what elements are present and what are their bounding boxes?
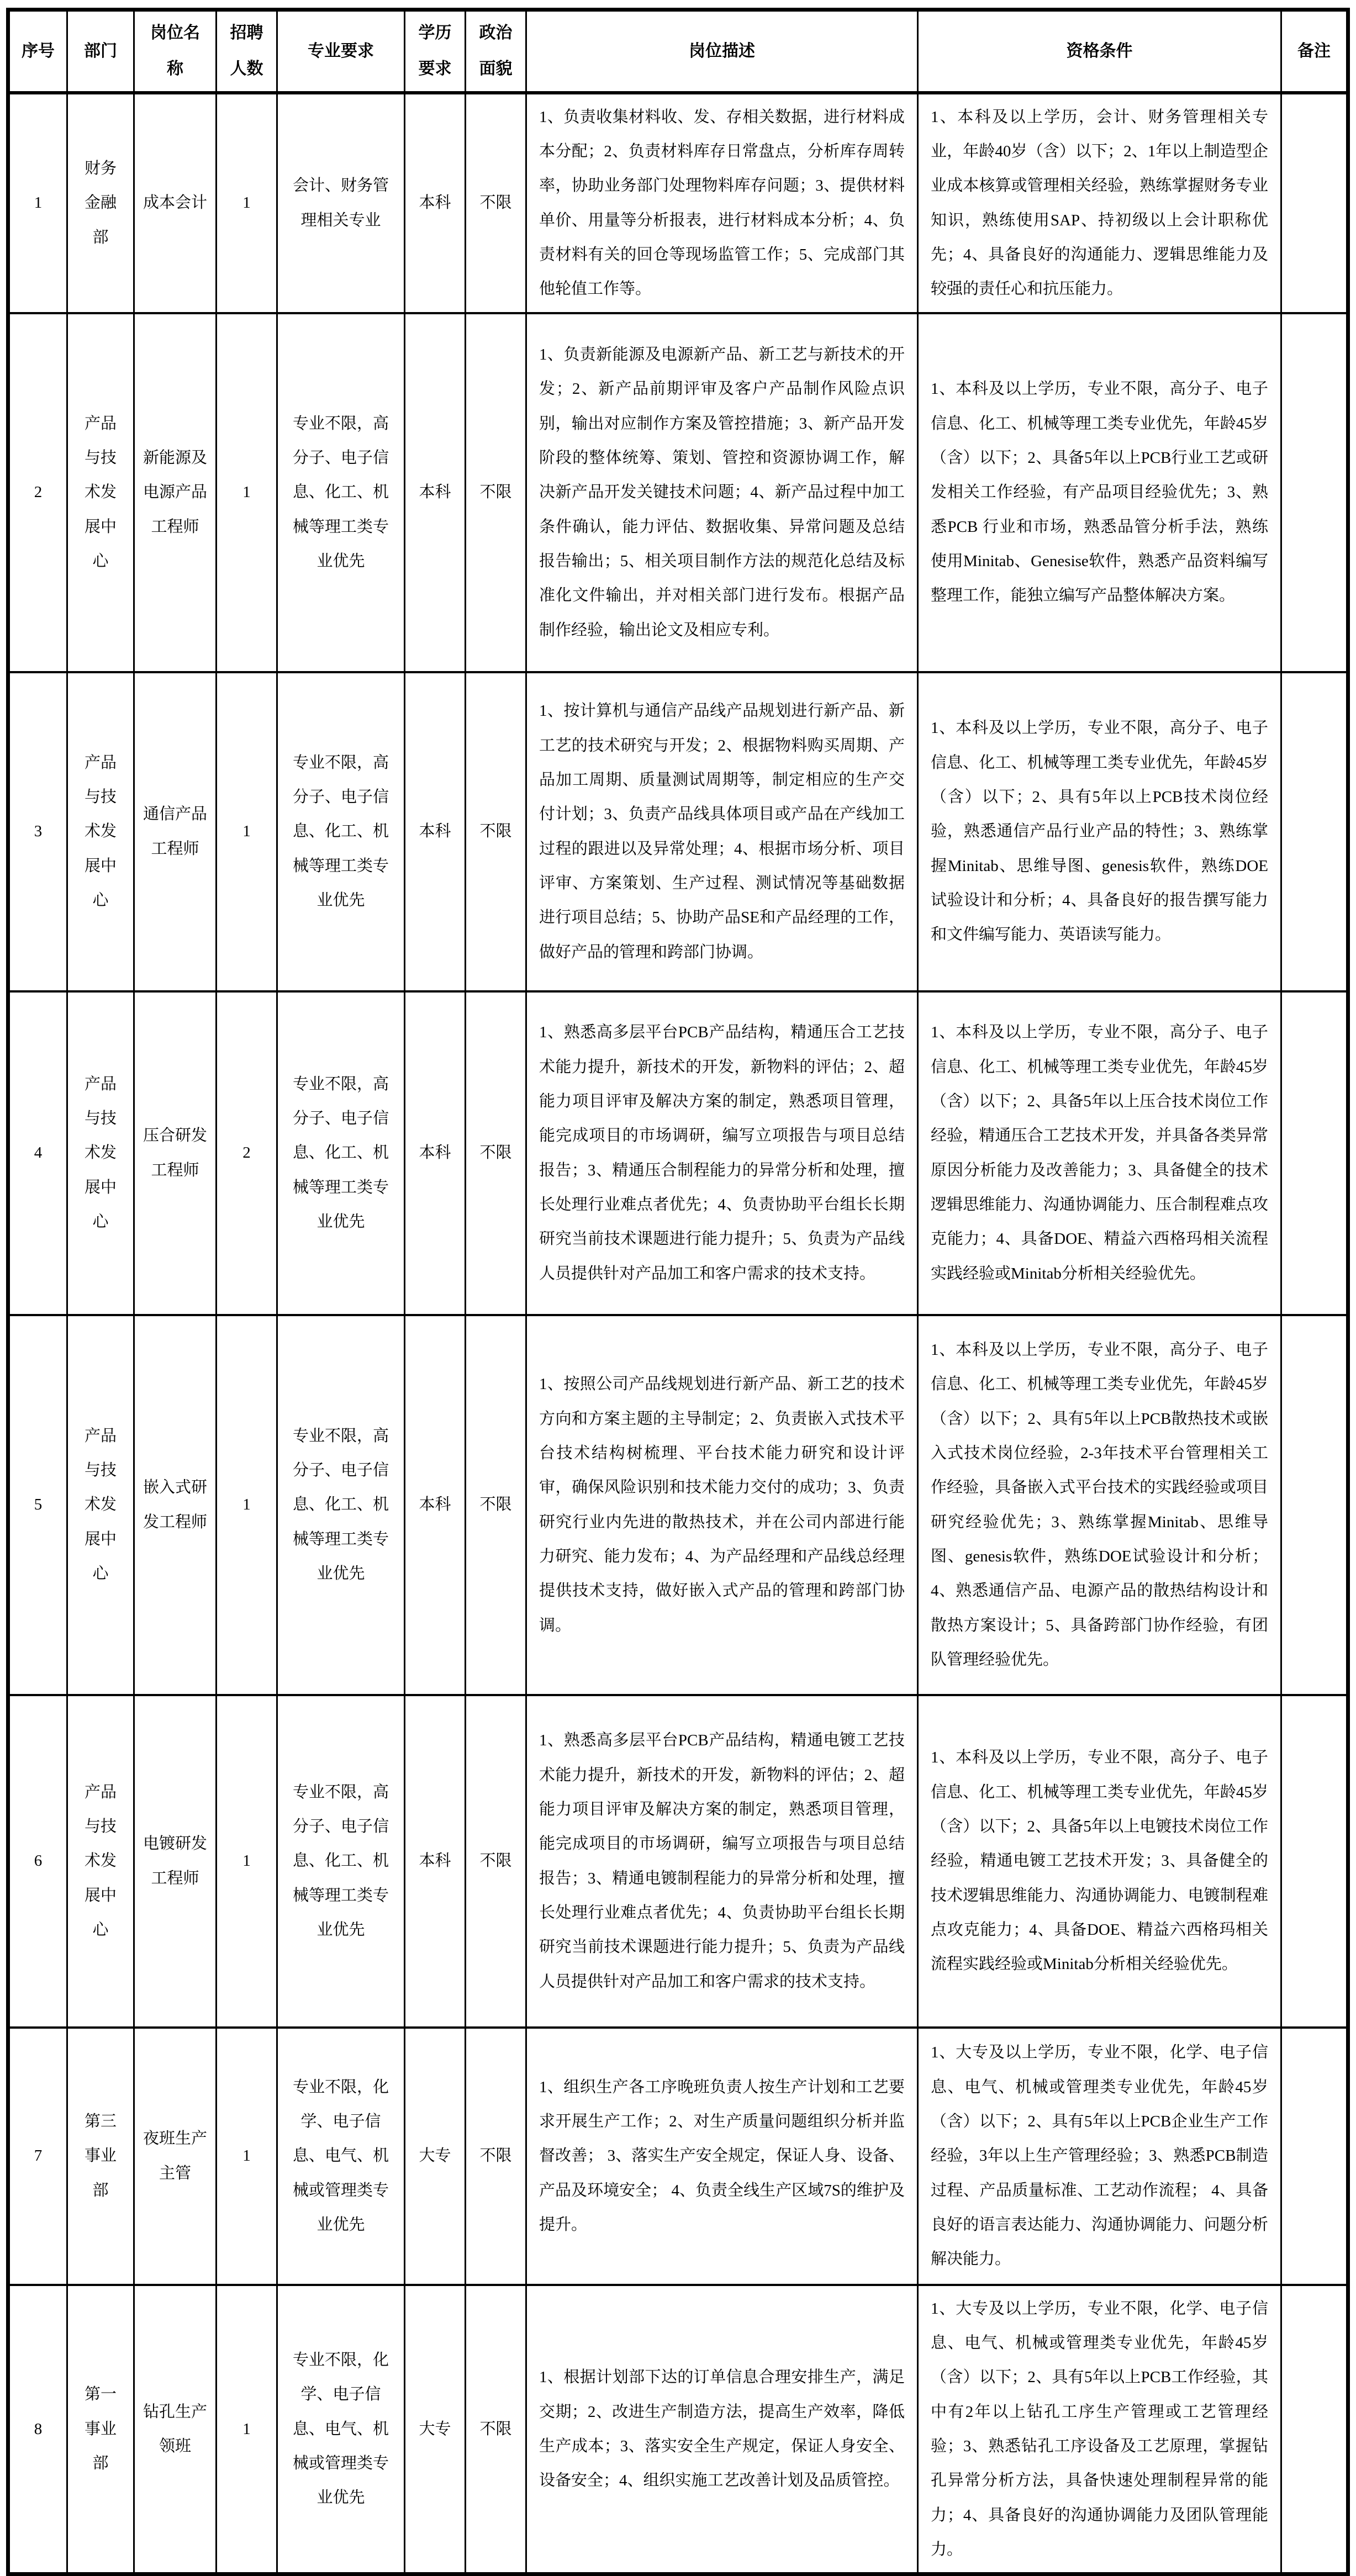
cell-major: 专业不限，高分子、电子信息、化工、机械等理工类专业优先 — [277, 1315, 405, 1695]
cell-no: 4 — [8, 991, 67, 1315]
cell-count: 1 — [217, 1315, 277, 1695]
cell-count: 1 — [217, 2028, 277, 2285]
cell-qualifications: 1、大专及以上学历，专业不限，化学、电子信息、电气、机械或管理类专业优先，年龄45岁（含）以下；2、具有5年以上PCB企业生产工作经验，3年以上生产管理经验；3、熟悉PCB制造过程、产品质量标准、工艺动作流程； 4、具备良好的语言表达能力、沟通协调能力、问题分析解决能力。 — [918, 2028, 1281, 2285]
table-row — [8, 313, 1348, 672]
header-no: 序号 — [8, 10, 67, 93]
table-row — [8, 1315, 1348, 1695]
cell-remarks — [1281, 2028, 1348, 2285]
cell-job-description: 1、组织生产各工序晚班负责人按生产计划和工艺要求开展生产工作；2、对生产质量问题组织分析并监督改善； 3、落实生产安全规定，保证人身、设备、产品及环境安全； 4、负责全线生产区域7S的维护及提升。 — [526, 2028, 918, 2285]
cell-no: 6 — [8, 1695, 67, 2028]
cell-remarks — [1281, 672, 1348, 991]
cell-major: 会计、财务管理相关专业 — [277, 93, 405, 313]
cell-position: 新能源及电源产品工程师 — [134, 313, 217, 672]
cell-political-status: 不限 — [466, 313, 526, 672]
cell-job-description: 1、熟悉高多层平台PCB产品结构，精通电镀工艺技术能力提升，新技术的开发，新物料的评估；2、超能力项目评审及解决方案的制定，熟悉项目管理，能完成项目的市场调研，编写立项报告与项目总结报告；3、精通电镀制程能力的异常分析和处理，擅长处理行业难点者优先；4、负责协助平台组长长期研究当前技术课题进行能力提升；5、负责为产品线人员提供针对产品加工和客户需求的技术支持。 — [526, 1695, 918, 2028]
cell-count: 1 — [217, 672, 277, 991]
cell-department: 产品与技术发展中心 — [67, 1695, 134, 2028]
cell-department: 产品与技术发展中心 — [67, 1315, 134, 1695]
cell-political-status: 不限 — [466, 991, 526, 1315]
table-row — [8, 991, 1348, 1315]
cell-no: 7 — [8, 2028, 67, 2285]
cell-qualifications: 1、本科及以上学历，专业不限，高分子、电子信息、化工、机械等理工类专业优先，年龄45岁（含）以下；2、具备5年以上PCB行业工艺或研发相关工作经验，有产品项目经验优先；3、熟悉PCB 行业和市场，熟悉品管分析手法，熟练使用Minitab、Genesise软件，熟悉产品资料编写整理工作，能独立编写产品整体解决方案。 — [918, 313, 1281, 672]
cell-no: 5 — [8, 1315, 67, 1695]
table-row — [8, 2285, 1348, 2574]
cell-position: 嵌入式研发工程师 — [134, 1315, 217, 1695]
cell-job-description: 1、按计算机与通信产品线产品规划进行新产品、新工艺的技术研究与开发；2、根据物料购买周期、产品加工周期、质量测试周期等，制定相应的生产交付计划；3、负责产品线具体项目或产品在产线加工过程的跟进以及异常处理；4、根据市场分析、项目评审、方案策划、生产过程、测试情况等基础数据进行项目总结；5、协助产品SE和产品经理的工作，做好产品的管理和跨部门协调。 — [526, 672, 918, 991]
cell-job-description: 1、负责收集材料收、发、存相关数据，进行材料成本分配；2、负责材料库存日常盘点，分析库存周转率，协助业务部门处理物料库存问题；3、提供材料单价、用量等分析报表，进行材料成本分析；4、负责材料有关的回仓等现场监管工作；5、完成部门其他轮值工作等。 — [526, 93, 918, 313]
cell-major: 专业不限，化学、电子信息、电气、机械或管理类专业优先 — [277, 2285, 405, 2574]
header-count: 招聘人数 — [217, 10, 277, 93]
cell-position: 钻孔生产领班 — [134, 2285, 217, 2574]
cell-major: 专业不限，高分子、电子信息、化工、机械等理工类专业优先 — [277, 991, 405, 1315]
cell-major: 专业不限，化学、电子信息、电气、机械或管理类专业优先 — [277, 2028, 405, 2285]
header-row — [8, 10, 1348, 93]
cell-political-status: 不限 — [466, 672, 526, 991]
cell-position: 压合研发工程师 — [134, 991, 217, 1315]
cell-qualifications: 1、本科及以上学历，专业不限，高分子、电子信息、化工、机械等理工类专业优先，年龄45岁（含）以下；2、具有5年以上PCB散热技术或嵌入式技术岗位经验，2-3年技术平台管理相关工作经验，具备嵌入式平台技术的实践经验或项目研究经验优先；3、熟练掌握Minitab、思维导图、genesis软件，熟练DOE试验设计和分析；4、熟悉通信产品、电源产品的散热结构设计和散热方案设计；5、具备跨部门协作经验，有团队管理经验优先。 — [918, 1315, 1281, 1695]
cell-education: 本科 — [405, 1315, 466, 1695]
cell-no: 1 — [8, 93, 67, 313]
cell-political-status: 不限 — [466, 2285, 526, 2574]
cell-education: 本科 — [405, 991, 466, 1315]
cell-major: 专业不限，高分子、电子信息、化工、机械等理工类专业优先 — [277, 1695, 405, 2028]
cell-department: 产品与技术发展中心 — [67, 991, 134, 1315]
cell-remarks — [1281, 991, 1348, 1315]
cell-job-description: 1、熟悉高多层平台PCB产品结构，精通压合工艺技术能力提升，新技术的开发，新物料的评估；2、超能力项目评审及解决方案的制定，熟悉项目管理，能完成项目的市场调研，编写立项报告与项目总结报告；3、精通压合制程能力的异常分析和处理，擅长处理行业难点者优先；4、负责协助平台组长长期研究当前技术课题进行能力提升；5、负责为产品线人员提供针对产品加工和客户需求的技术支持。 — [526, 991, 918, 1315]
cell-department: 第一事业部 — [67, 2285, 134, 2574]
cell-qualifications: 1、本科及以上学历，专业不限，高分子、电子信息、化工、机械等理工类专业优先，年龄45岁（含）以下；2、具备5年以上电镀技术岗位工作经验，精通电镀工艺技术开发；3、具备健全的技术逻辑思维能力、沟通协调能力、电镀制程难点攻克能力；4、具备DOE、精益六西格玛相关流程实践经验或Minitab分析相关经验优先。 — [918, 1695, 1281, 2028]
cell-department: 产品与技术发展中心 — [67, 313, 134, 672]
cell-position: 电镀研发工程师 — [134, 1695, 217, 2028]
cell-department: 第三事业部 — [67, 2028, 134, 2285]
header-remarks: 备注 — [1281, 10, 1348, 93]
cell-position: 成本会计 — [134, 93, 217, 313]
cell-remarks — [1281, 1315, 1348, 1695]
cell-major: 专业不限，高分子、电子信息、化工、机械等理工类专业优先 — [277, 672, 405, 991]
cell-count: 2 — [217, 991, 277, 1315]
cell-count: 1 — [217, 1695, 277, 2028]
cell-department: 产品与技术发展中心 — [67, 672, 134, 991]
table-row — [8, 672, 1348, 991]
cell-remarks — [1281, 1695, 1348, 2028]
cell-no: 8 — [8, 2285, 67, 2574]
cell-education: 本科 — [405, 313, 466, 672]
recruitment-table — [6, 8, 1350, 2576]
cell-education: 本科 — [405, 93, 466, 313]
cell-education: 本科 — [405, 672, 466, 991]
header-department: 部门 — [67, 10, 134, 93]
cell-count: 1 — [217, 2285, 277, 2574]
cell-remarks — [1281, 93, 1348, 313]
cell-department: 财务金融部 — [67, 93, 134, 313]
cell-position: 夜班生产主管 — [134, 2028, 217, 2285]
cell-count: 1 — [217, 93, 277, 313]
header-position: 岗位名称 — [134, 10, 217, 93]
cell-education: 大专 — [405, 2028, 466, 2285]
header-job-description: 岗位描述 — [526, 10, 918, 93]
cell-job-description: 1、负责新能源及电源新产品、新工艺与新技术的开发；2、新产品前期评审及客户产品制作风险点识别，输出对应制作方案及管控措施；3、新产品开发阶段的整体统筹、策划、管控和资源协调工作，解决新产品开发关键技术问题；4、新产品过程中加工条件确认，能力评估、数据收集、异常问题及总结报告输出；5、相关项目制作方法的规范化总结及标准化文件输出，并对相关部门进行发布。根据产品制作经验，输出论文及相应专利。 — [526, 313, 918, 672]
cell-political-status: 不限 — [466, 2028, 526, 2285]
cell-remarks — [1281, 313, 1348, 672]
cell-major: 专业不限，高分子、电子信息、化工、机械等理工类专业优先 — [277, 313, 405, 672]
cell-qualifications: 1、本科及以上学历，会计、财务管理相关专业，年龄40岁（含）以下；2、1年以上制造型企业成本核算或管理相关经验，熟练掌握财务专业知识，熟练使用SAP、持初级以上会计职称优先；4、具备良好的沟通能力、逻辑思维能力及较强的责任心和抗压能力。 — [918, 93, 1281, 313]
table-row — [8, 1695, 1348, 2028]
cell-political-status: 不限 — [466, 1695, 526, 2028]
cell-political-status: 不限 — [466, 1315, 526, 1695]
cell-political-status: 不限 — [466, 93, 526, 313]
cell-education: 本科 — [405, 1695, 466, 2028]
cell-no: 2 — [8, 313, 67, 672]
header-qualifications: 资格条件 — [918, 10, 1281, 93]
table-row — [8, 2028, 1348, 2285]
table-row — [8, 93, 1348, 313]
cell-education: 大专 — [405, 2285, 466, 2574]
cell-remarks — [1281, 2285, 1348, 2574]
header-political-status: 政治面貌 — [466, 10, 526, 93]
cell-no: 3 — [8, 672, 67, 991]
cell-job-description: 1、根据计划部下达的订单信息合理安排生产，满足交期；2、改进生产制造方法，提高生产效率，降低生产成本；3、落实安全生产规定，保证人身安全、设备安全；4、组织实施工艺改善计划及品质管控。 — [526, 2285, 918, 2574]
header-major: 专业要求 — [277, 10, 405, 93]
cell-qualifications: 1、大专及以上学历，专业不限，化学、电子信息、电气、机械或管理类专业优先，年龄45岁（含）以下；2、具有5年以上PCB工作经验，其中有2年以上钻孔工序生产管理或工艺管理经验；3、熟悉钻孔工序设备及工艺原理，掌握钻孔异常分析方法，具备快速处理制程异常的能力；4、具备良好的沟通协调能力及团队管理能力。 — [918, 2285, 1281, 2574]
cell-qualifications: 1、本科及以上学历，专业不限，高分子、电子信息、化工、机械等理工类专业优先，年龄45岁（含）以下；2、具备5年以上压合技术岗位工作经验，精通压合工艺技术开发，并具备各类异常原因分析能力及改善能力；3、具备健全的技术逻辑思维能力、沟通协调能力、压合制程难点攻克能力；4、具备DOE、精益六西格玛相关流程实践经验或Minitab分析相关经验优先。 — [918, 991, 1281, 1315]
cell-position: 通信产品工程师 — [134, 672, 217, 991]
cell-qualifications: 1、本科及以上学历，专业不限，高分子、电子信息、化工、机械等理工类专业优先，年龄45岁（含）以下；2、具有5年以上PCB技术岗位经验，熟悉通信产品行业产品的特性；3、熟练掌握Minitab、思维导图、genesis软件，熟练DOE试验设计和分析；4、具备良好的报告撰写能力和文件编写能力、英语读写能力。 — [918, 672, 1281, 991]
cell-count: 1 — [217, 313, 277, 672]
header-education: 学历要求 — [405, 10, 466, 93]
cell-job-description: 1、按照公司产品线规划进行新产品、新工艺的技术方向和方案主题的主导制定；2、负责嵌入式技术平台技术结构树梳理、平台技术能力研究和设计评审，确保风险识别和技术能力交付的成功；3、负责研究行业内先进的散热技术，并在公司内部进行能力研究、能力发布；4、为产品经理和产品线总经理提供技术支持，做好嵌入式产品的管理和跨部门协调。 — [526, 1315, 918, 1695]
